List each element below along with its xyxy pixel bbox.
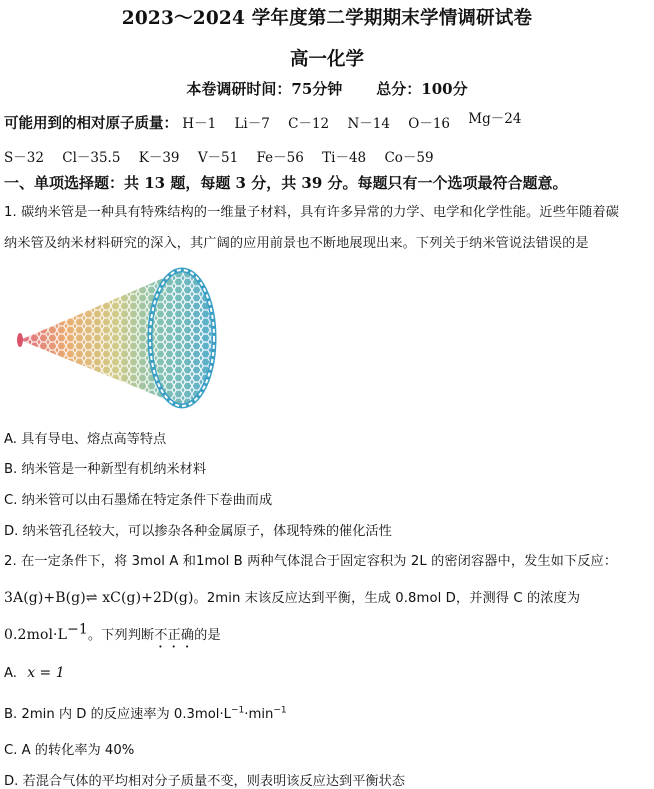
exam-time: 本卷调研时间：75分钟 [186, 80, 343, 98]
exam-total-score: 总分：100分 [376, 80, 468, 98]
q2-option-b [4, 703, 287, 722]
q2-option-b-unit: ·min [244, 707, 274, 722]
q1-stem-line2: 纳米管及纳米材料研究的深入，其广阔的应用前景也不断地展现出来。下列关于纳米管说法错误的是 [4, 236, 589, 251]
section-heading: 一、单项选择题：共 13 题，每题 3 分，共 39 分。每题只有一个选项最符合题意。 [4, 174, 568, 192]
atomic-masses-label: 可能用到的相对原子质量： [4, 115, 178, 132]
q2-stem-line1: 2. 在一定条件下，将 3mol A 和1mol B 两种气体混合于固定容积为 2L 的密闭容器中，发生如下反应： [4, 554, 618, 569]
q1-option-b: B. 纳米管是一种新型有机纳米材料 [4, 462, 207, 477]
q2-option-b-text: B. 2min 内 D 的反应速率为 0.3mol·L [4, 707, 232, 722]
q2-stem-line2-rest: 。2min 末该反应达到平衡，生成 0.8mol D，并测得 C 的浓度为 [193, 591, 581, 606]
q1-option-c: C. 纳米管可以由石墨烯在特定条件下卷曲而成 [4, 493, 273, 508]
exam-title: 2023～2024 学年度第二学期期末学情调研试卷 [121, 8, 533, 29]
mass-cl: Cl－35.5 [62, 150, 121, 166]
mass-c: C－12 [288, 116, 330, 132]
atomic-masses-line1 [4, 112, 535, 133]
mass-v: V－51 [197, 150, 239, 166]
q2-option-d: D. 若混合气体的平均相对分子质量不变，则表明该反应达到平衡状态 [4, 774, 405, 789]
mass-fe: Fe－56 [256, 150, 304, 166]
q2-option-a-value: x = 1 [27, 665, 65, 681]
q1-option-d: D. 纳米管孔径较大，可以掺杂各种金属原子，体现特殊的催化活性 [4, 524, 392, 539]
atomic-masses-line2 [4, 146, 448, 166]
q2-concentration-exp: −1 [67, 621, 88, 638]
nanotube-body [17, 270, 214, 406]
q2-option-b-exp1: −1 [231, 705, 245, 716]
q2-stem-line3-a: 。下列判断 [87, 628, 155, 643]
mass-mg: Mg－24 [468, 111, 522, 127]
q2-option-a [4, 665, 65, 681]
q2-equation: 3A(g)+B(g)⇌ xC(g)+2D(g) [4, 590, 194, 606]
mass-co: Co－59 [384, 150, 434, 166]
mass-o: O－16 [408, 116, 450, 132]
mass-h: H－1 [182, 116, 217, 132]
q2-option-c: C. A 的转化率为 40% [4, 743, 135, 758]
mass-n: N－14 [347, 116, 390, 132]
q1-stem-line1: 1. 碳纳米管是一种具有特殊结构的一维量子材料，具有许多异常的力学、电学和化学性能。近些年随着碳 [4, 205, 620, 220]
exam-subject: 高一化学 [289, 49, 364, 70]
q2-stem-line3 [4, 621, 221, 651]
q2-option-b-exp2: −1 [273, 705, 287, 716]
exam-meta [0, 78, 654, 99]
mass-ti: Ti－48 [322, 150, 367, 166]
carbon-nanotube-image [12, 262, 252, 412]
mass-k: K－39 [138, 150, 180, 166]
mass-s: S－32 [4, 150, 44, 166]
q2-stem-line2 [4, 587, 580, 606]
q2-concentration: 0.2mol·L [4, 627, 67, 643]
q2-option-a-label: A. [4, 666, 17, 681]
q2-emphasis-not-correct: 不正确 [154, 628, 195, 643]
mass-li: Li－7 [234, 116, 270, 132]
q2-stem-line3-b: 的是 [194, 628, 221, 643]
q1-option-a: A. 具有导电、熔点高等特点 [4, 432, 167, 447]
